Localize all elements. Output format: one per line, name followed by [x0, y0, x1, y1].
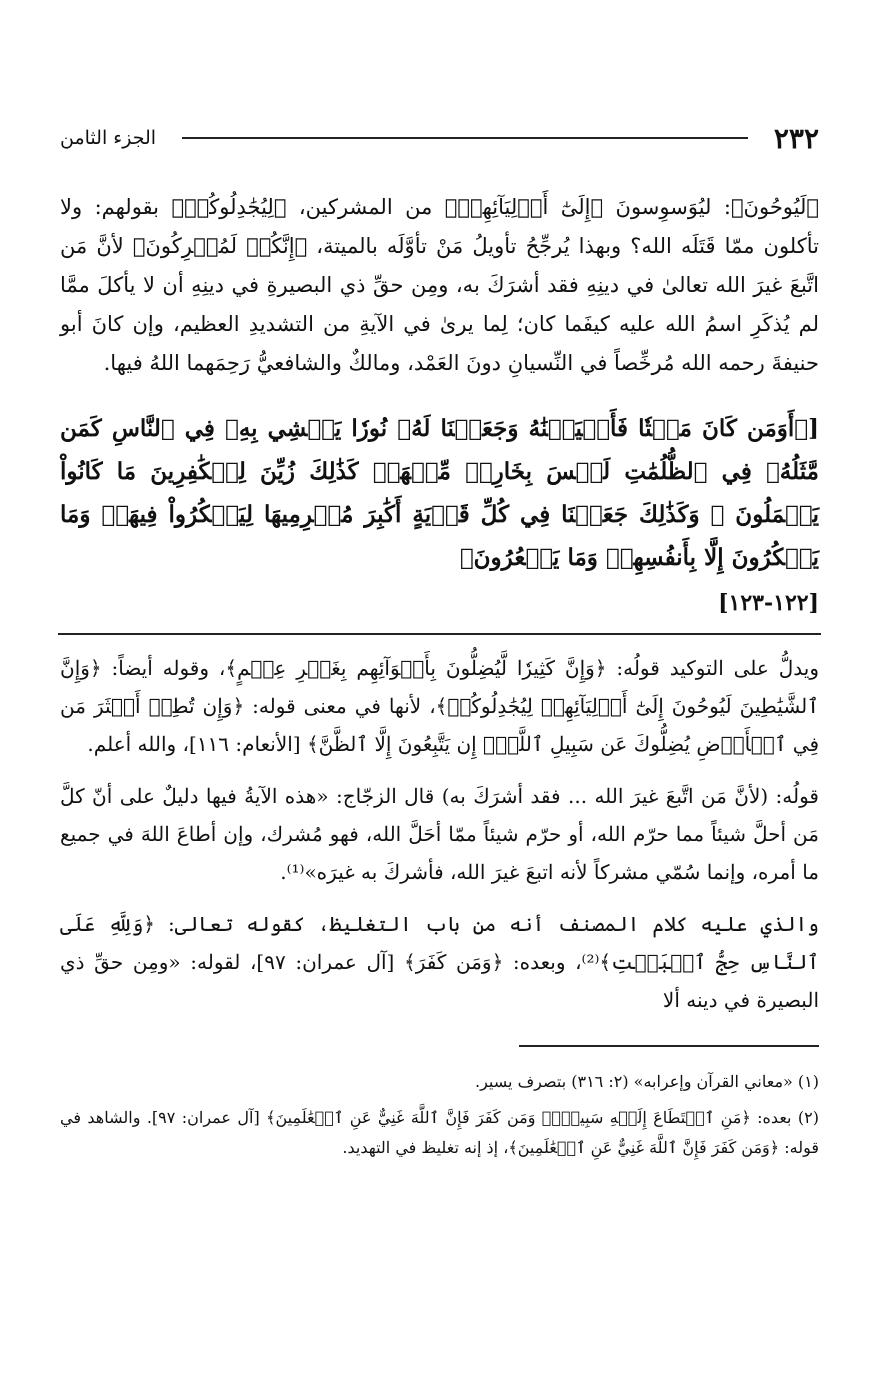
section-divider	[58, 633, 821, 635]
commentary-paragraph: والذي عليه كلام المصنف أنه من باب التغليظ، كقوله تعالى: ﴿وَلِلَّهِ عَلَى ٱلنَّاسِ حِجُّ ٱلۡبَيۡتِ﴾⁽²⁾، وبعده: ﴿وَمَن كَفَرَ﴾ [آل عمران: ٩٧]، لقوله: «ومِن حقِّ ذي البصيرة في دينه ألا	[60, 912, 819, 1012]
header-divider	[182, 137, 748, 139]
commentary-paragraph: قولُه: (لأنَّ مَن اتَّبعَ غيرَ الله ... فقد أشرَكَ به) قال الزجّاج: «هذه الآيةُ فيها دليلٌ على أنّ كلَّ مَن أحلَّ شيئاً مما حرّم الله، أو حرّم شيئاً ممّا أحَلَّ الله، فهو مُشرك، وإن أطاعَ اللهَ في جميع ما أمره، وإنما سُمّي مشركاً لأنه اتبعَ غيرَ الله، فأشركَ به غيرَه»⁽¹⁾.	[60, 784, 819, 884]
page-header	[60, 118, 819, 158]
intro-paragraph: ﴿لَيُوحُونَ﴾: ليُوَسوِسونَ ﴿إِلَىٰٓ أَوۡلِيَآئِهِمۡ﴾ من المشركين، ﴿لِيُجَٰدِلُوكُمۡ﴾ بقولهم: ولا تأكلون ممّا قَتَلَه الله؟ وبهذا يُرجِّحُ تأويلُ مَنْ تأوَّلَه بالميتة، ﴿إِنَّكُمۡ لَمُشۡرِكُونَ﴾ لأنَّ مَن اتَّبعَ غيرَ الله تعالىٰ في دينِهِ فقد أشرَكَ به، ومِن حقِّ ذي البصيرةِ في دينِهِ أن لا يأكلَ ممَّا لم يُذكَرِ اسمُ الله عليه كيفَما كان؛ لِما يرىٰ في الآيةِ من التشديدِ العظيم، وإن كانَ أبو حنيفةَ رحمه الله مُرخِّصاً في النِّسيانِ دونَ العَمْد، ومالكٌ والشافعيُّ رَحِمَهما اللهُ فيها.	[60, 195, 819, 375]
part-title: الجزء الثامن	[60, 127, 157, 149]
footnote: (٢) بعده: ﴿مَنِ ٱسۡتَطَاعَ إِلَيۡهِ سَبِيلٗاۚ وَمَن كَفَرَ فَإِنَّ ٱللَّهَ غَنِيٌّ عَنِ ٱلۡعَٰلَمِينَ﴾ [آل عمران: ٩٧]. والشاهد في قوله: ﴿وَمَن كَفَرَ فَإِنَّ ٱللَّهَ غَنِيٌّ عَنِ ٱلۡعَٰلَمِينَ﴾، إذ إنه تغليظ في التهديد.	[60, 1108, 820, 1157]
commentary-paragraph: ويدلُّ على التوكيد قولُه: ﴿وَإِنَّ كَثِيرٗا لَّيُضِلُّونَ بِأَهۡوَآئِهِم بِغَيۡرِ عِلۡمٍ﴾، وقوله أيضاً: ﴿وَإِنَّ ٱلشَّيَٰطِينَ لَيُوحُونَ إِلَىٰٓ أَوۡلِيَآئِهِمۡ لِيُجَٰدِلُوكُمۡ﴾، لأنها في معنى قوله: ﴿وَإِن تُطِعۡ أَكۡثَرَ مَن فِي ٱلۡأَرۡضِ يُضِلُّوكَ عَن سَبِيلِ ٱللَّهِۚ إِن يَتَّبِعُونَ إِلَّا ٱلظَّنَّ﴾ [الأنعام: ١١٦]، والله أعلم.	[60, 656, 819, 756]
page-number: ٢٣٢	[773, 121, 819, 155]
page	[60, 118, 819, 1169]
verse-reference: [١٢٢-١٢٣]	[718, 590, 819, 616]
quran-verse-block: [﴿أَوَمَن كَانَ مَيۡتٗا فَأَحۡيَيۡنَٰهُ وَجَعَلۡنَا لَهُۥ نُورٗا يَمۡشِي بِهِۦ فِي ٱلنَّاسِ كَمَن مَّثَلُهُۥ فِي ٱلظُّلُمَٰتِ لَيۡسَ بِخَارِجٖ مِّنۡهَاۚ كَذَٰلِكَ زُيِّنَ لِلۡكَٰفِرِينَ مَا كَانُواْ يَعۡمَلُونَ ۞ وَكَذَٰلِكَ جَعَلۡنَا فِي كُلِّ قَرۡيَةٍ أَكَٰبِرَ مُجۡرِمِيهَا لِيَمۡكُرُواْ فِيهَاۖ وَمَا يَمۡكُرُونَ إِلَّا بِأَنفُسِهِمۡ وَمَا يَشۡعُرُونَ﴾	[60, 415, 820, 571]
footnote: (١) «معاني القرآن وإعرابه» (٢: ٣١٦) بتصرف يسير.	[475, 1072, 819, 1091]
footnote-divider	[519, 1045, 819, 1047]
